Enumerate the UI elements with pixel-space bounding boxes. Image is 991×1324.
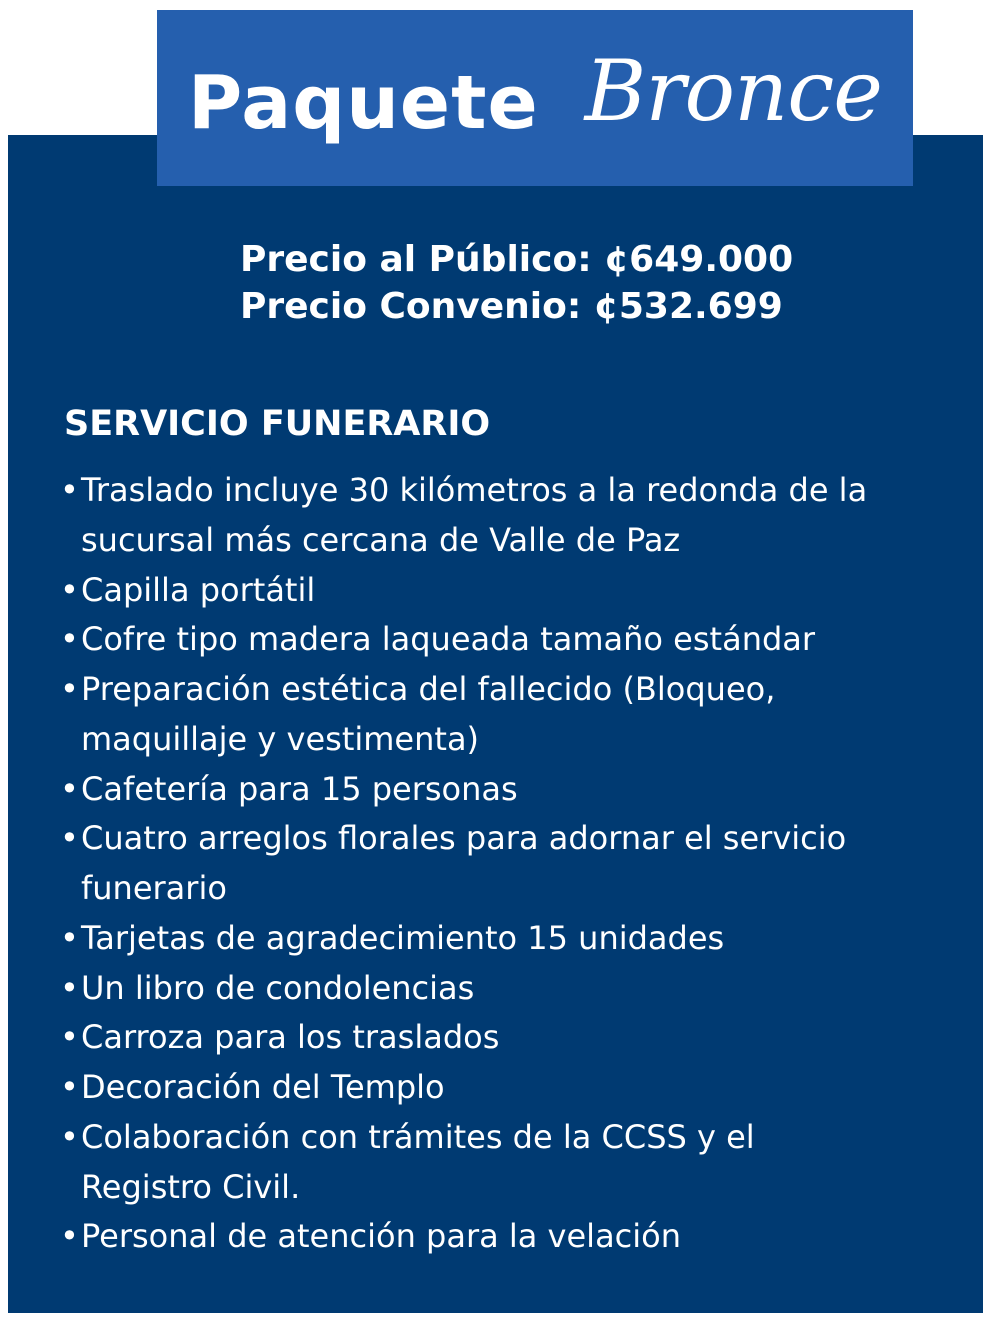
agreement-price: Precio Convenio: ¢532.699 (240, 286, 783, 327)
list-item (60, 814, 960, 914)
list-item (60, 615, 960, 665)
list-item-text: Tarjetas de agradecimiento 15 unidades (81, 918, 725, 957)
list-item-text: Colaboración con trámites de la CCSS y el Registro Civil. (81, 1117, 755, 1206)
list-item-text: Cuatro arreglos florales para adornar el servicio funerario (81, 819, 847, 907)
list-item (60, 665, 960, 765)
list-item (60, 566, 960, 616)
list-item-text: Cafetería para 15 personas (81, 769, 518, 808)
list-item-text: Cofre tipo madera laqueada tamaño estándar (81, 620, 816, 659)
list-item-text: Decoración del Templo (81, 1068, 445, 1106)
bullet-icon: • (60, 570, 79, 609)
list-item-text: Traslado incluye 30 kilómetros a la redonda de la sucursal más cercana de Valle de Paz (81, 471, 868, 559)
list-item (60, 466, 960, 566)
list-item (60, 964, 960, 1014)
bullet-icon: • (60, 620, 79, 659)
bullet-icon: • (60, 968, 79, 1007)
package-title-name: Bronce (584, 42, 882, 140)
list-item (60, 1063, 960, 1113)
service-list (60, 466, 960, 1262)
list-item-text: Personal de atención para la velación (81, 1217, 682, 1256)
bullet-icon: • (60, 1217, 79, 1256)
list-item (60, 914, 960, 964)
package-title-word: Paquete (188, 60, 539, 146)
section-title: SERVICIO FUNERARIO (64, 404, 491, 444)
price-block (240, 236, 793, 330)
list-item (60, 1013, 960, 1063)
list-item-text: Capilla portátil (81, 570, 316, 609)
bullet-icon: • (60, 1018, 79, 1057)
list-item (60, 1212, 960, 1262)
list-item (60, 765, 960, 815)
bullet-icon: • (60, 471, 79, 509)
bullet-icon: • (60, 819, 79, 858)
list-item-text: Carroza para los traslados (81, 1018, 500, 1057)
list-item (60, 1113, 960, 1213)
public-price: Precio al Público: ¢649.000 (240, 239, 794, 280)
bullet-icon: • (60, 769, 79, 808)
list-item-text: Un libro de condolencias (81, 968, 475, 1007)
bullet-icon: • (60, 1068, 79, 1106)
package-title-banner (157, 10, 913, 186)
bullet-icon: • (60, 670, 79, 708)
bullet-icon: • (60, 918, 79, 957)
list-item-text: Preparación estética del fallecido (Bloqueo, maquillaje y vestimenta) (81, 670, 776, 758)
bullet-icon: • (60, 1117, 79, 1156)
